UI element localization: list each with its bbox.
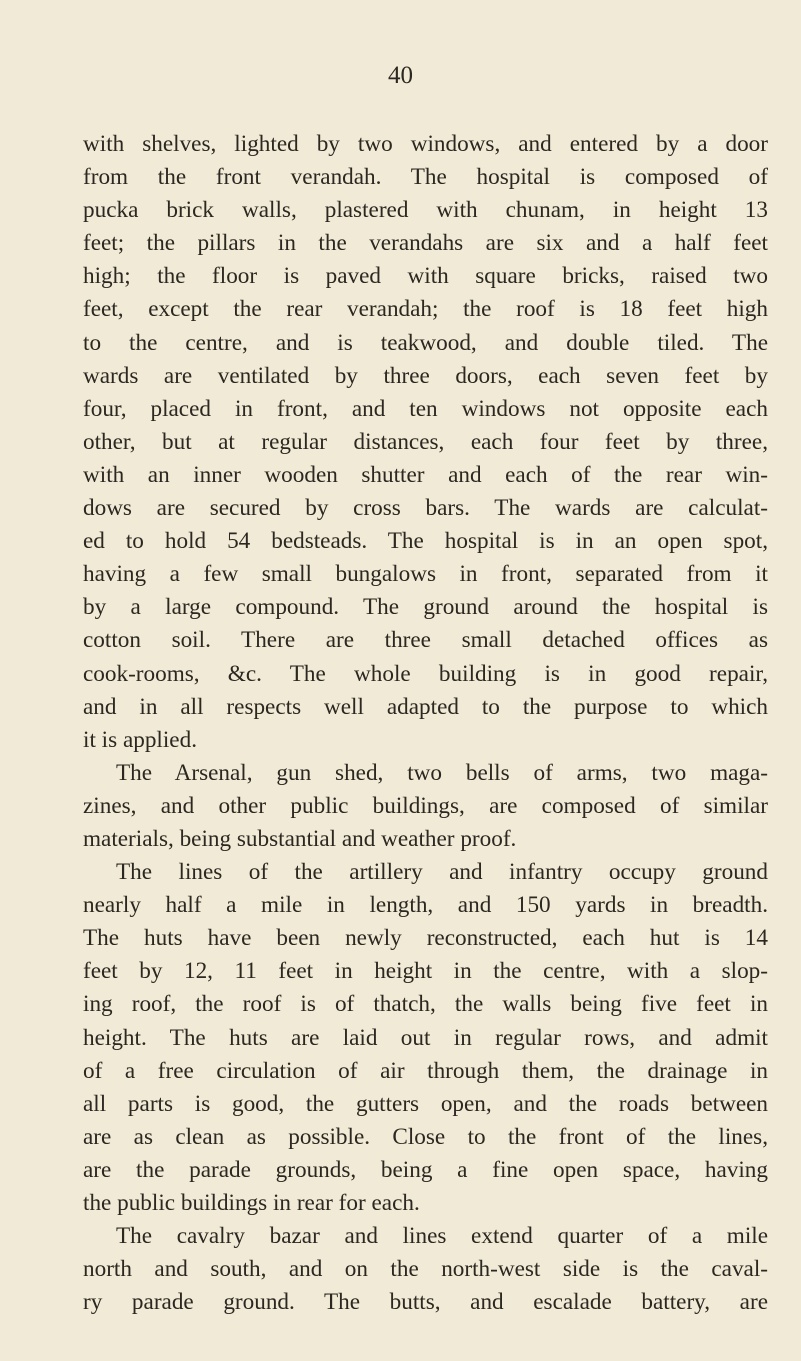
text-line: feet; the pillars in the verandahs are six and a half feet [83, 230, 768, 257]
text-line: high; the floor is paved with square bricks, raised two [83, 263, 768, 290]
text-line: cook-rooms, &c. The whole building is in good repair, [83, 660, 768, 687]
text-line: are as clean as possible. Close to the front of the lines, [83, 1123, 768, 1150]
text-line: by a large compound. The ground around the hospital is [83, 594, 768, 621]
text-line: to the centre, and is teakwood, and double tiled. The [83, 329, 768, 356]
text-line: ed to hold 54 bedsteads. The hospital is in an open spot, [83, 528, 768, 555]
text-line: cotton soil. There are three small detached offices as [83, 627, 768, 654]
body-text [83, 128, 768, 1319]
text-line: with an inner wooden shutter and each of the rear win- [83, 461, 768, 488]
text-line: with shelves, lighted by two windows, and entered by a door [83, 131, 768, 157]
text-line: The huts have been newly reconstructed, each hut is 14 [83, 925, 768, 952]
text-line: height. The huts are laid out in regular rows, and admit [83, 1024, 768, 1051]
text-line: four, placed in front, and ten windows not opposite each [83, 395, 768, 422]
text-line: dows are secured by cross bars. The wards are calculat- [83, 495, 768, 522]
text-line: The cavalry bazar and lines extend quarter of a mile [116, 1223, 768, 1250]
text-line: having a few small bungalows in front, separated from it [83, 561, 768, 588]
text-line: The lines of the artillery and infantry occupy ground [116, 859, 768, 886]
text-line: zines, and other public buildings, are composed of similar [83, 792, 768, 819]
text-line: feet by 12, 11 feet in height in the centre, with a slop- [83, 958, 768, 985]
text-line: The Arsenal, gun shed, two bells of arms, two maga- [116, 759, 768, 786]
text-line: and in all respects well adapted to the purpose to which [83, 693, 768, 720]
text-line: wards are ventilated by three doors, each seven feet by [83, 362, 768, 389]
text-line: from the front verandah. The hospital is composed of [83, 164, 768, 191]
text-line: other, but at regular distances, each four feet by three, [83, 428, 768, 455]
text-line: ry parade ground. The butts, and escalade battery, are [83, 1289, 768, 1316]
text-line: all parts is good, the gutters open, and the roads between [83, 1090, 768, 1117]
text-line: north and south, and on the north-west side is the caval- [83, 1256, 768, 1283]
text-line: are the parade grounds, being a fine open space, having [83, 1156, 768, 1183]
text-line: ing roof, the roof is of thatch, the walls being five feet in [83, 991, 768, 1018]
text-line: feet, except the rear verandah; the roof is 18 feet high [83, 296, 768, 323]
text-line: of a free circulation of air through them, the drainage in [83, 1057, 768, 1084]
page-number: 40 [388, 62, 413, 89]
text-line: pucka brick walls, plastered with chunam, in height 13 [83, 197, 768, 224]
text-line: the public buildings in rear for each. [83, 1190, 420, 1216]
text-line: it is applied. [83, 726, 197, 753]
text-line: nearly half a mile in length, and 150 yards in breadth. [83, 892, 768, 919]
text-line: materials, being substantial and weather proof. [83, 825, 517, 852]
